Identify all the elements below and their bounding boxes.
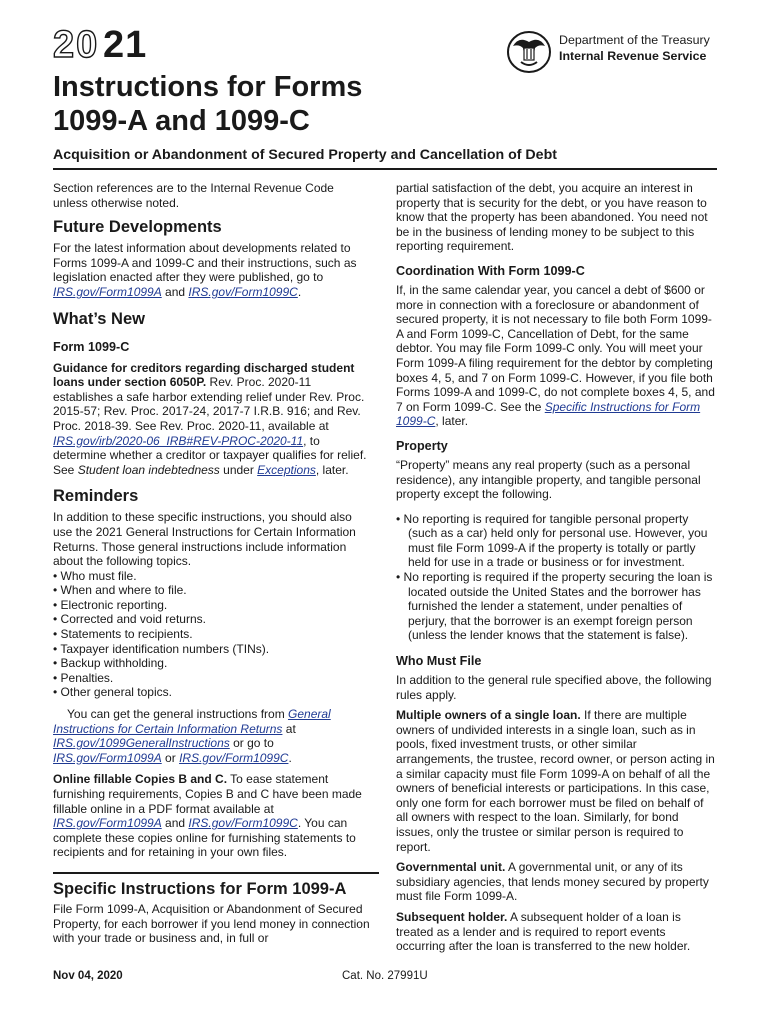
link-form1099c[interactable]: IRS.gov/Form1099C xyxy=(188,816,298,831)
reminders-list xyxy=(53,569,371,700)
subsequent-holder-paragraph: Subsequent holder. A subsequent holder of a loan is treated as a lender and is required to report events occurring after the loan is transferred to the new holder. xyxy=(396,909,691,954)
agency-line-1: Department of the Treasury xyxy=(559,33,710,47)
link-form1099a[interactable]: IRS.gov/Form1099A xyxy=(53,284,162,299)
section-references: Section references are to the Internal Revenue Code unless otherwise noted. xyxy=(53,181,334,210)
reminders-text: In addition to these specific instructions, you should also use the 2021 General Instructions for Certain Information Returns. Those general instructions include information about the following topics. xyxy=(53,510,356,569)
link-irb-2020-06[interactable]: IRS.gov/irb/2020-06_IRB#REV-PROC-2020-11 xyxy=(53,433,304,448)
future-developments-text: For the latest information about developments related to Forms 1099-A and 1099-C and their instructions, such as legislation enacted after they were published, go to IRS.gov/Form1099A and IRS.gov/Form1099C. xyxy=(53,241,357,299)
list-item: • Corrected and void returns. xyxy=(53,612,371,627)
future-developments-heading: Future Developments xyxy=(53,218,222,237)
link-1099-general-instructions[interactable]: IRS.gov/1099GeneralInstructions xyxy=(53,736,230,751)
list-item: • Other general topics. xyxy=(53,685,371,700)
whats-new-heading: What’s New xyxy=(53,309,145,328)
list-item: • Who must file. xyxy=(53,569,371,584)
agency-line-2: Internal Revenue Service xyxy=(559,49,707,63)
online-fillable-paragraph: Online fillable Copies B and C. To ease statement furnishing requirements, Copies B and C have been made fillable online in a PDF format available at IRS.gov/Form1099A and IRS.gov/Form1099C. You can complete these copies online for furnishing statements to recipients and for retaining in your own files. xyxy=(53,772,362,860)
year-outline: 20 xyxy=(53,24,100,66)
specific-instructions-section xyxy=(53,879,371,946)
list-item: • Electronic reporting. xyxy=(53,598,371,613)
link-form1099a[interactable]: IRS.gov/Form1099A xyxy=(53,750,162,765)
property-text: “Property” means any real property (such as a personal residence), any intangible property, and tangible personal property except the following. xyxy=(396,457,701,502)
governmental-unit-paragraph: Governmental unit. A governmental unit, or any of its subsidiary agencies, that lends money secured by property must file Form 1099-A. xyxy=(396,860,709,904)
section-divider xyxy=(53,872,379,874)
specific-instructions-heading: Specific Instructions for Form 1099-A xyxy=(53,880,347,898)
right-column xyxy=(396,181,716,954)
list-item: • No reporting is required for tangible personal property (such as a car) held only for personal use. However, you must file Form 1099-A if the property is totally or partly held for use in a trade or business or for investment. xyxy=(396,512,716,570)
who-must-file-heading: Who Must File xyxy=(396,654,482,669)
page-subtitle: Acquisition or Abandonment of Secured Property and Cancellation of Debt xyxy=(53,147,557,163)
header-rule xyxy=(53,168,717,170)
reminders-heading: Reminders xyxy=(53,487,139,506)
link-specific-instructions-1099c[interactable]: Specific Instructions for Form 1099-C xyxy=(396,399,701,429)
left-column xyxy=(53,181,371,860)
link-general-instructions[interactable]: General Instructions for Certain Information Returns xyxy=(53,707,331,736)
coordination-text: If, in the same calendar year, you cancel a debt of $600 or more in connection with a foreclosure or abandonment of secured property, it is not necessary to file both Form 1099-A and Form 1099-C, Cancellation of Debt, for the same debtor. You may file Form 1099-C only. You will meet your Form 1099-A filing requirement for the debtor by completing boxes 4, 5, and 7 on Form 1099-C. However, if you file both Forms 1099-A and 1099-C, do not complete boxes 4, 5, and 7 on Form 1099-C. See the Specific Instructions for Form 1099-C, later. xyxy=(396,282,715,429)
link-exceptions[interactable]: Exceptions xyxy=(257,462,316,477)
title-line-1: Instructions for Forms xyxy=(53,71,363,103)
continued-text: partial satisfaction of the debt, you acquire an interest in property that is security for the debt, or you have reason to know that the property has been abandoned. You need not be in the business of lending money to be subject to this reporting requirement. xyxy=(396,181,708,254)
link-form1099a[interactable]: IRS.gov/Form1099A xyxy=(53,816,162,831)
multiple-owners-paragraph: Multiple owners of a single loan. If there are multiple owners of undivided interests in a single loan, such as in pools, fixed investment trusts, or other similar arrangements, the trustee, record owner, or person acting in a similar capacity must file Form 1099-A on behalf of all the owners of beneficial interests or participations. In this case, only one form for each borrower must be filed on behalf of all owners with respect to the loan. Similarly, for bond issues, only the trustee or similar person is required to report. xyxy=(396,708,715,854)
link-form1099c[interactable]: IRS.gov/Form1099C xyxy=(179,750,289,765)
footer-date: Nov 04, 2020 xyxy=(53,970,123,982)
list-item: • Penalties. xyxy=(53,671,371,686)
page-title xyxy=(53,70,473,138)
link-form1099c[interactable]: IRS.gov/Form1099C xyxy=(188,284,298,299)
list-item: • Backup withholding. xyxy=(53,656,371,671)
general-instructions-paragraph: You can get the general instructions from General Instructions for Certain Information Returns at IRS.gov/1099GeneralInstructions or go to IRS.gov/Form1099A or IRS.gov/Form1099C. xyxy=(53,707,331,765)
title-line-2: 1099-A and 1099-C xyxy=(53,105,310,137)
who-must-file-text: In addition to the general rule specified above, the following rules apply. xyxy=(396,673,712,702)
year-solid: 21 xyxy=(103,24,148,66)
guidance-paragraph: Guidance for creditors regarding discharged student loans under section 6050P. Rev. Proc. 2020-11 establishes a safe harbor extending relief under Rev. Proc. 2015-57; Rev. Proc. 2017-24, 2017-7 I.R.B. 916; and Rev. Proc. 2018-39. See Rev. Proc. 2020-11, available at IRS.gov/irb/2020-06_IRB#REV-PROC-2020-11, to determine whether a creditor or taxpayer qualifies for relief. See Student loan indebtedness under Exceptions, later. xyxy=(53,360,367,477)
coordination-heading: Coordination With Form 1099-C xyxy=(396,263,585,278)
agency-name xyxy=(559,32,710,64)
footer-cat-no: Cat. No. 27991U xyxy=(342,970,428,982)
specific-instructions-text: File Form 1099-A, Acquisition or Abandonment of Secured Property, for each borrower if you lend money in connection with your trade or business and, in full or xyxy=(53,902,370,946)
list-item: • Taxpayer identification numbers (TINs). xyxy=(53,642,371,657)
property-heading: Property xyxy=(396,438,448,453)
form-1099c-heading: Form 1099-C xyxy=(53,339,130,354)
property-exceptions-list xyxy=(396,512,716,643)
list-item: • When and where to file. xyxy=(53,583,371,598)
list-item: • Statements to recipients. xyxy=(53,627,371,642)
list-item: • No reporting is required if the property securing the loan is located outside the United States and the borrower has furnished the lender a statement, under penalties of perjury, that the borrower is an exempt foreign person (unless the lender knows that the statement is false). xyxy=(396,570,716,643)
irs-eagle-logo-icon xyxy=(505,30,553,74)
